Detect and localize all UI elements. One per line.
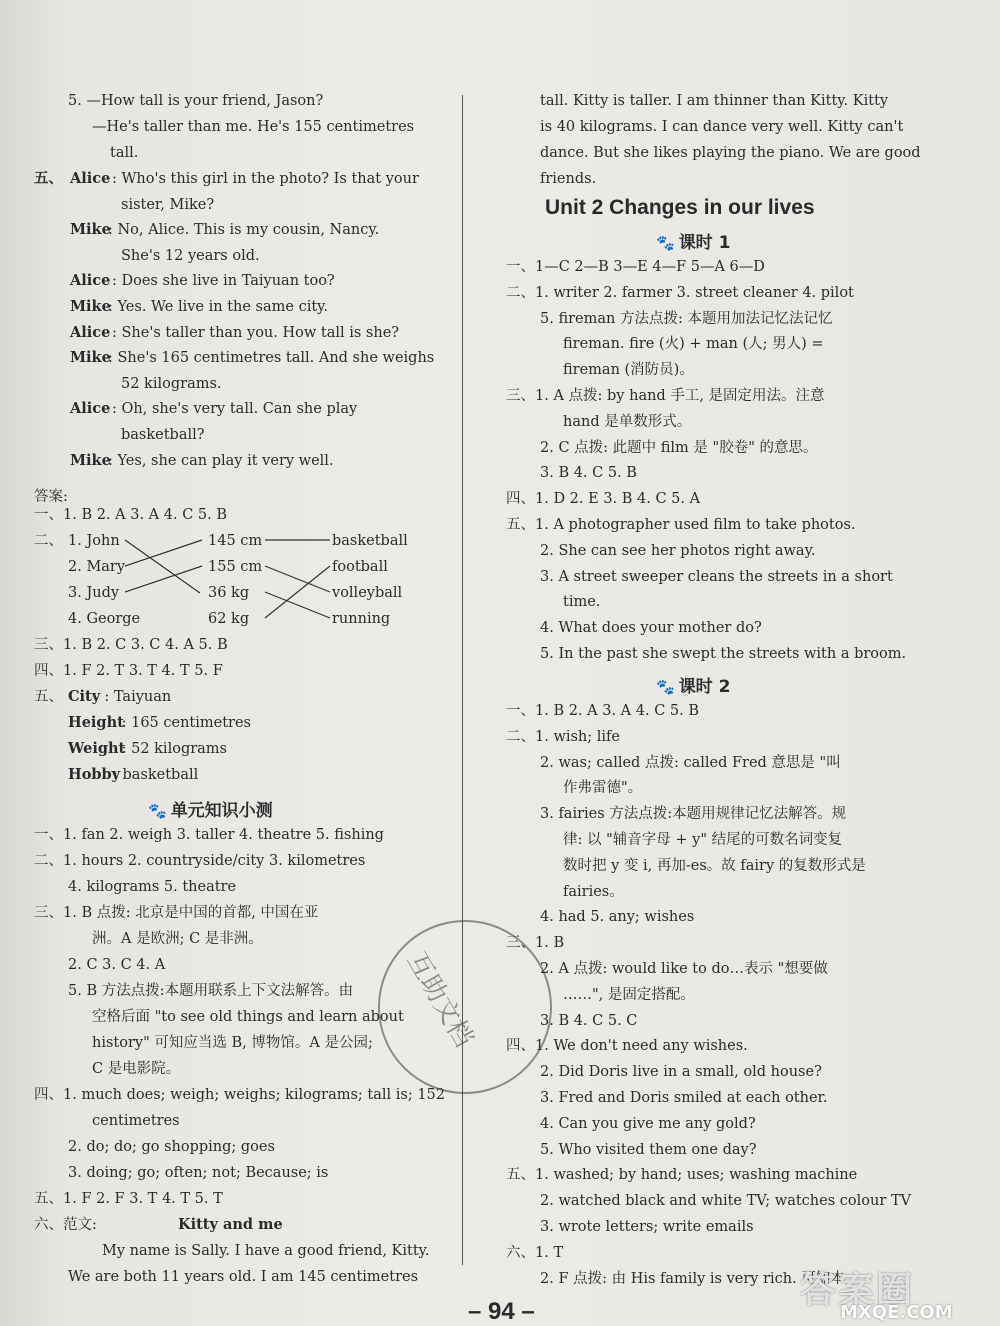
answer-line: fairies。 bbox=[563, 883, 624, 900]
answer-5-number: 五、 bbox=[34, 689, 63, 705]
dialog-speaker: Mike bbox=[70, 349, 111, 367]
answer-line: 律: 以 "辅音字母 + y" 结尾的可数名词变复 bbox=[563, 832, 843, 848]
paw-icon: 🐾 bbox=[656, 234, 675, 252]
dialog-text: 52 kilograms. bbox=[121, 375, 222, 392]
match-sport: volleyball bbox=[332, 585, 403, 601]
answer-line: 2. F 点拨: 由 His family is very rich. 可知本 bbox=[540, 1270, 845, 1287]
test-3-line: 5. B 方法点拨:本题用联系上下文法解答。由 bbox=[68, 983, 354, 999]
answer-line: 五、1. A photographer used film to take photos. bbox=[506, 517, 856, 533]
paw-icon: 🐾 bbox=[656, 678, 675, 696]
dialog-speaker: Mike bbox=[70, 298, 111, 315]
lesson-2-title bbox=[656, 672, 730, 697]
answer-line: 2. C 点拨: 此题中 film 是 "胶卷" 的意思。 bbox=[540, 439, 818, 456]
test-3-line: 三、1. B 点拨: 北京是中国的首都, 中国在亚 bbox=[34, 905, 319, 921]
answer-2-label: 二、 bbox=[34, 533, 63, 549]
answer-line: 数时把 y 变 i, 再加-es。故 fairy 的复数形式是 bbox=[563, 857, 866, 874]
lesson-1-text: 课时 1 bbox=[678, 233, 731, 253]
column-divider bbox=[462, 95, 463, 1265]
answer-line: 3. B 4. C 5. C bbox=[540, 1012, 638, 1029]
answer-line: 5. fireman 方法点拨: 本题用加法记忆法记忆 bbox=[540, 310, 833, 327]
q5-line-1: 5. —How tall is your friend, Jason? bbox=[68, 93, 324, 109]
profile-key: City bbox=[68, 688, 101, 705]
profile-value: : 165 centimetres bbox=[121, 715, 251, 731]
test-3-line: 2. C 3. C 4. A bbox=[68, 957, 166, 973]
answer-line: ……", 是固定搭配。 bbox=[563, 986, 695, 1003]
answer-line: 2. watched black and white TV; watches colour TV bbox=[540, 1193, 912, 1210]
match-line bbox=[125, 566, 202, 592]
test-4-line: centimetres bbox=[92, 1113, 180, 1129]
test-3-line: 洲。A 是欧洲; C 是非洲。 bbox=[92, 931, 263, 947]
test-4-line: 2. do; do; go shopping; goes bbox=[68, 1139, 275, 1155]
lesson-1-title bbox=[656, 228, 730, 253]
essay-title: Kitty and me bbox=[178, 1216, 283, 1233]
answer-line: 五、1. washed; by hand; uses; washing machine bbox=[506, 1167, 858, 1184]
logo-url: MXQE.COM bbox=[840, 1302, 953, 1323]
answers-label: 答案: bbox=[34, 489, 68, 505]
match-name: 4. George bbox=[68, 611, 141, 627]
paw-icon: 🐾 bbox=[148, 802, 167, 820]
matching-lines bbox=[120, 528, 340, 623]
answer-line: 2. She can see her photos right away. bbox=[540, 542, 816, 559]
answer-line: 三、1. B bbox=[506, 935, 565, 952]
essay-cont-line: dance. But she likes playing the piano. We are good bbox=[540, 145, 921, 161]
test-3-line: 空格后面 "to see old things and learn about bbox=[92, 1009, 404, 1025]
answer-line: 4. What does your mother do? bbox=[540, 620, 762, 637]
test-1: 一、1. fan 2. weigh 3. taller 4. theatre 5. fishing bbox=[34, 827, 384, 843]
answer-line: 四、1. D 2. E 3. B 4. C 5. A bbox=[506, 491, 701, 508]
answer-line: 四、1. We don't need any wishes. bbox=[506, 1038, 748, 1055]
answer-line: fireman. fire (火) + man (人; 男人) = bbox=[563, 336, 824, 353]
profile-key: Height bbox=[68, 714, 124, 731]
test-2-line: 二、1. hours 2. countryside/city 3. kilometres bbox=[34, 853, 366, 869]
answer-3: 三、1. B 2. C 3. C 4. A 5. B bbox=[34, 637, 228, 653]
dialog-speaker: Alice bbox=[70, 323, 111, 341]
profile-key: Hobby bbox=[68, 766, 121, 783]
answer-1: 一、1. B 2. A 3. A 4. C 5. B bbox=[34, 507, 228, 523]
match-value: 145 cm bbox=[208, 533, 263, 549]
profile-key: Weight bbox=[68, 740, 126, 757]
answer-line: 六、1. T bbox=[506, 1244, 564, 1261]
dialog-text: : She's 165 centimetres tall. And she weighs bbox=[108, 350, 435, 367]
dialog-number: 五、 bbox=[34, 170, 63, 187]
dialog-text: basketball? bbox=[121, 427, 205, 443]
stamp-text: 互助文档 bbox=[400, 947, 479, 1053]
match-line bbox=[265, 592, 330, 618]
answer-line: 作弗雷德"。 bbox=[563, 780, 643, 797]
match-sport: running bbox=[332, 611, 391, 627]
dialog-text: : She's taller than you. How tall is she? bbox=[112, 324, 400, 341]
profile-value: : Taiyuan bbox=[104, 689, 172, 705]
lesson-2-text: 课时 2 bbox=[678, 677, 731, 697]
answer-line: 3. B 4. C 5. B bbox=[540, 465, 637, 482]
answer-line: 2. A 点拨: would like to do…表示 "想要做 bbox=[540, 961, 828, 977]
profile-value: : 52 kilograms bbox=[121, 741, 227, 757]
answer-line: 二、1. writer 2. farmer 3. street cleaner 4. pilot bbox=[506, 284, 854, 301]
site-logo bbox=[800, 1262, 985, 1323]
answer-line: 3. Fred and Doris smiled at each other. bbox=[540, 1090, 828, 1106]
dialog-text: : No, Alice. This is my cousin, Nancy. bbox=[108, 222, 380, 239]
q5-line-3: tall. bbox=[110, 145, 139, 161]
answer-line: time. bbox=[563, 594, 601, 611]
dialog-text: She's 12 years old. bbox=[121, 247, 260, 264]
answer-4: 四、1. F 2. T 3. T 4. T 5. F bbox=[34, 663, 223, 679]
answer-line: 3. A street sweeper cleans the streets in a short bbox=[540, 568, 893, 585]
dialog-text: sister, Mike? bbox=[121, 196, 215, 213]
answer-line: 一、1—C 2—B 3—E 4—F 5—A 6—D bbox=[506, 259, 765, 275]
dialog-text: : Does she live in Taiyuan too? bbox=[112, 273, 335, 290]
answer-line: hand 是单数形式。 bbox=[563, 413, 692, 430]
q5-line-2: —He's taller than me. He's 155 centimetres bbox=[92, 119, 415, 135]
essay-line: We are both 11 years old. I am 145 centimetres bbox=[68, 1269, 419, 1285]
answer-line: 2. Did Doris live in a small, old house? bbox=[540, 1064, 822, 1081]
dialog-speaker: Alice bbox=[70, 272, 111, 290]
match-value: 36 kg bbox=[208, 585, 250, 601]
match-name: 3. Judy bbox=[68, 585, 120, 601]
test-2-line: 4. kilograms 5. theatre bbox=[68, 879, 237, 895]
test-5: 五、1. F 2. F 3. T 4. T 5. T bbox=[34, 1191, 223, 1207]
unit-title: Unit 2 Changes in our lives bbox=[545, 196, 815, 219]
answer-line: 2. was; called 点拨: called Fred 意思是 "叫 bbox=[540, 754, 841, 771]
dialog-speaker: Mike bbox=[70, 221, 111, 239]
answer-line: 4. Can you give me any gold? bbox=[540, 1115, 756, 1132]
match-line bbox=[265, 566, 330, 618]
test-3-line: C 是电影院。 bbox=[92, 1061, 181, 1077]
test-4-line: 四、1. much does; weigh; weighs; kilograms; tall is; 152 bbox=[34, 1087, 445, 1103]
answer-line: 3. fairies 方法点拨:本题用规律记忆法解答。规 bbox=[540, 806, 847, 823]
match-line bbox=[265, 566, 330, 592]
dialog-speaker: Alice bbox=[70, 400, 111, 418]
match-value: 155 cm bbox=[208, 559, 263, 575]
dialog-speaker: Alice bbox=[70, 170, 111, 187]
page-number: – 94 – bbox=[468, 1298, 535, 1325]
match-sport: football bbox=[332, 559, 388, 575]
profile-value: : basketball bbox=[113, 767, 199, 783]
dialog-text: : Yes. We live in the same city. bbox=[108, 299, 329, 315]
logo-text: 答案圈 bbox=[800, 1270, 915, 1311]
section-title bbox=[148, 796, 273, 821]
match-value: 62 kg bbox=[208, 611, 250, 627]
essay-cont-line: is 40 kilograms. I can dance very well. Kitty can't bbox=[540, 119, 904, 135]
answer-line: 4. had 5. any; wishes bbox=[540, 909, 695, 926]
match-line bbox=[125, 540, 202, 566]
answer-line: 5. Who visited them one day? bbox=[540, 1141, 757, 1158]
dialog-text: : Yes, she can play it very well. bbox=[108, 452, 334, 469]
answer-line: 一、1. B 2. A 3. A 4. C 5. B bbox=[506, 703, 700, 719]
match-line bbox=[125, 540, 200, 593]
essay-line: My name is Sally. I have a good friend, Kitty. bbox=[102, 1243, 430, 1259]
answer-line: 三、1. A 点拨: by hand 手工, 是固定用法。注意 bbox=[506, 388, 825, 404]
test-3-line: history" 可知应当选 B, 博物馆。A 是公园; bbox=[92, 1035, 373, 1051]
answer-line: 5. In the past she swept the streets with a broom. bbox=[540, 646, 907, 662]
essay-cont-line: friends. bbox=[540, 171, 597, 187]
answer-line: 二、1. wish; life bbox=[506, 728, 620, 745]
test-6-label: 六、范文: bbox=[34, 1217, 97, 1233]
section-title-text: 单元知识小测 bbox=[170, 801, 273, 821]
dialog-text: : Oh, she's very tall. Can she play bbox=[112, 401, 358, 418]
answer-line: fireman (消防员)。 bbox=[563, 362, 694, 379]
match-name: 2. Mary bbox=[68, 559, 126, 575]
dialog-text: : Who's this girl in the photo? Is that your bbox=[112, 171, 419, 187]
test-4-line: 3. doing; go; often; not; Because; is bbox=[68, 1165, 329, 1181]
answer-line: 3. wrote letters; write emails bbox=[540, 1219, 754, 1235]
match-name: 1. John bbox=[68, 533, 120, 549]
dialog-speaker: Mike bbox=[70, 451, 111, 469]
essay-cont-line: tall. Kitty is taller. I am thinner than Kitty. Kitty bbox=[540, 93, 889, 109]
match-sport: basketball bbox=[332, 533, 408, 549]
